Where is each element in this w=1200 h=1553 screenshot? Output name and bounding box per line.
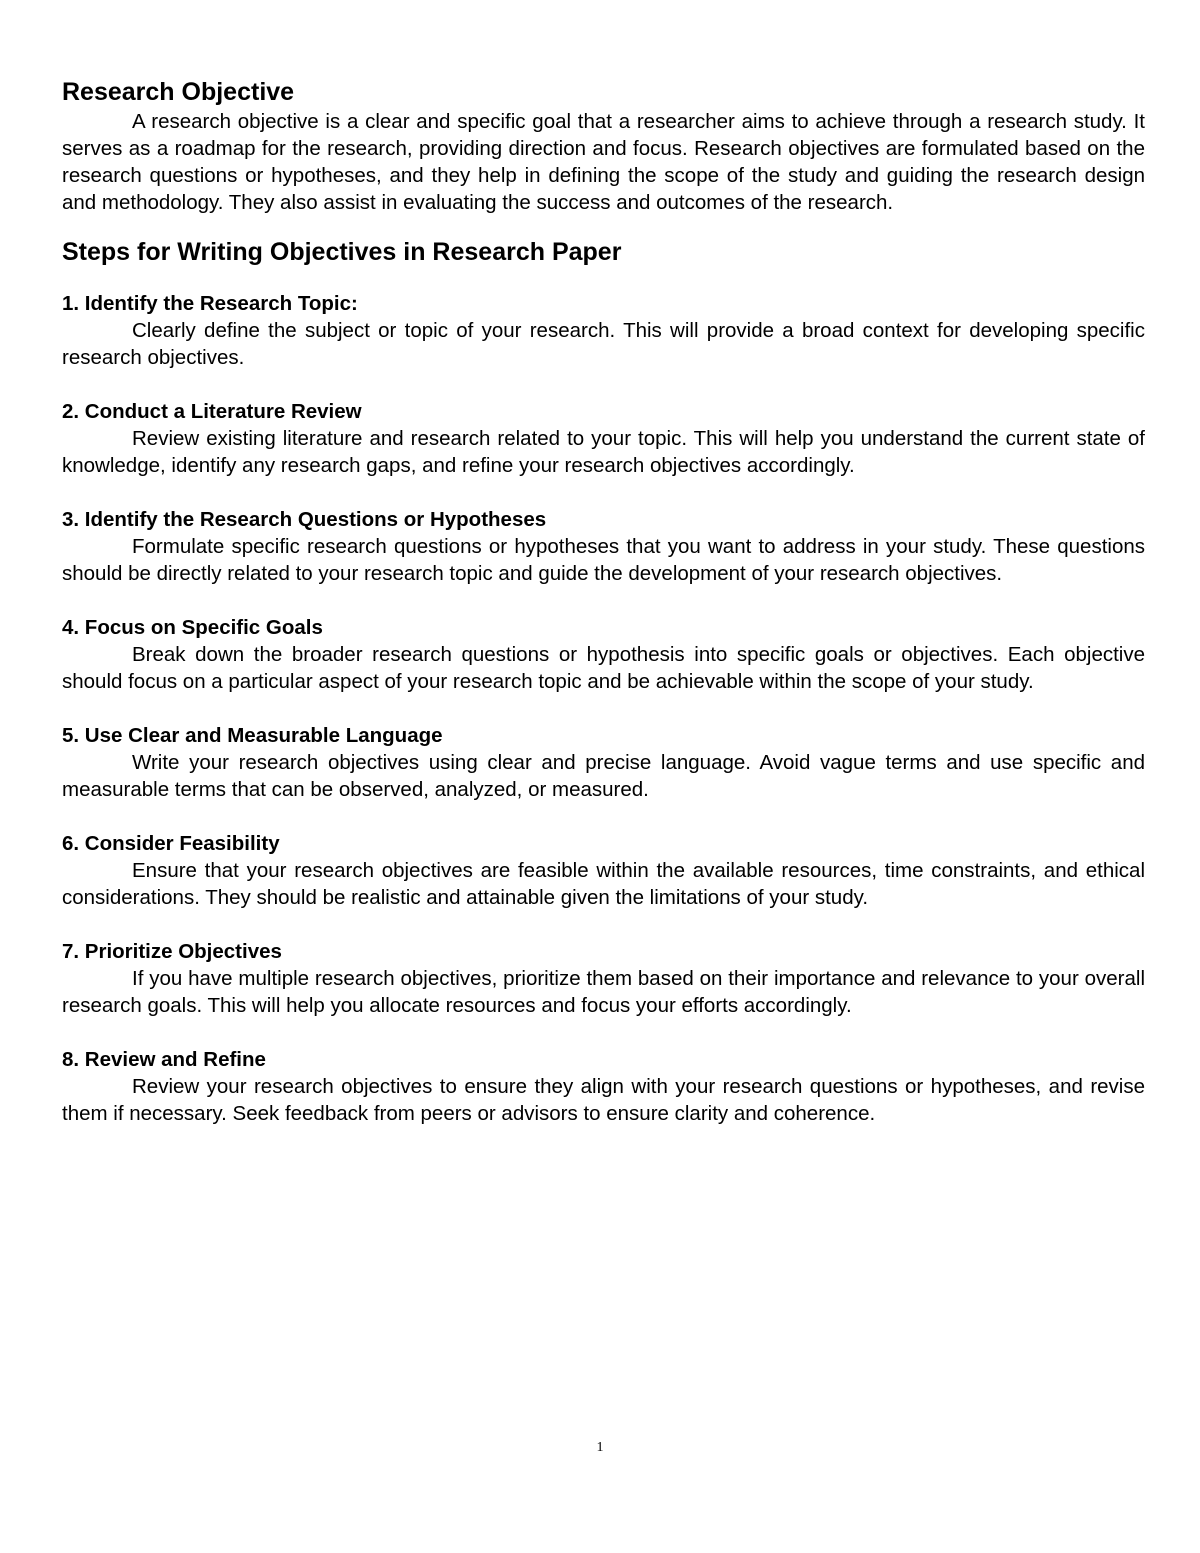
step-text: If you have multiple research objectives, prioritize them based on their importance and relevance to your overall research goals. This will help you allocate resources and focus your efforts accordingly. (62, 967, 1145, 1017)
step-title: 3. Identify the Research Questions or Hypotheses (62, 508, 547, 531)
step-text: Write your research objectives using clear and precise language. Avoid vague terms and use specific and measurable terms that can be observed, analyzed, or measured. (62, 751, 1145, 801)
step-title: 8. Review and Refine (62, 1048, 266, 1071)
step-title: 6. Consider Feasibility (62, 832, 280, 855)
page-number: 1 (596, 1440, 604, 1455)
step-text: Review your research objectives to ensure they align with your research questions or hypotheses, and revise them if necessary. Seek feedback from peers or advisors to ensure clarity and coherence. (62, 1075, 1145, 1125)
step-4 (62, 614, 1145, 695)
step-text: Clearly define the subject or topic of your research. This will provide a broad context for developing specific research objectives. (62, 319, 1145, 369)
step-title: 1. Identify the Research Topic: (62, 292, 358, 315)
step-title: 4. Focus on Specific Goals (62, 616, 323, 639)
step-text: Ensure that your research objectives are feasible within the available resources, time constraints, and ethical considerations. They should be realistic and attainable given the limitations of your study. (62, 859, 1145, 909)
intro-paragraph: A research objective is a clear and specific goal that a researcher aims to achieve through a research study. It serves as a roadmap for the research, providing direction and focus. Research objectives are formulated based on the research questions or hypotheses, and they help in defining the scope of the study and guiding the research design and methodology. They also assist in evaluating the success and outcomes of the research. (62, 110, 1145, 214)
step-title: 2. Conduct a Literature Review (62, 400, 362, 423)
step-title: 5. Use Clear and Measurable Language (62, 724, 443, 747)
step-text: Break down the broader research questions or hypothesis into specific goals or objectives. Each objective should focus on a particular aspect of your research topic and be achievable within the scope of your study. (62, 643, 1145, 693)
step-2 (62, 398, 1145, 479)
step-title: 7. Prioritize Objectives (62, 940, 282, 963)
step-8 (62, 1046, 1145, 1127)
step-3 (62, 506, 1145, 587)
document-page (62, 76, 1145, 1154)
step-text: Formulate specific research questions or hypotheses that you want to address in your study. These questions should be directly related to your research topic and guide the development of your research objectives. (62, 535, 1145, 585)
step-text: Review existing literature and research related to your topic. This will help you understand the current state of knowledge, identify any research gaps, and refine your research objectives accordingly. (62, 427, 1145, 477)
step-7 (62, 938, 1145, 1019)
step-1 (62, 290, 1145, 371)
steps-heading: Steps for Writing Objectives in Research Paper (62, 238, 622, 266)
document-title: Research Objective (62, 78, 295, 106)
step-5 (62, 722, 1145, 803)
step-6 (62, 830, 1145, 911)
